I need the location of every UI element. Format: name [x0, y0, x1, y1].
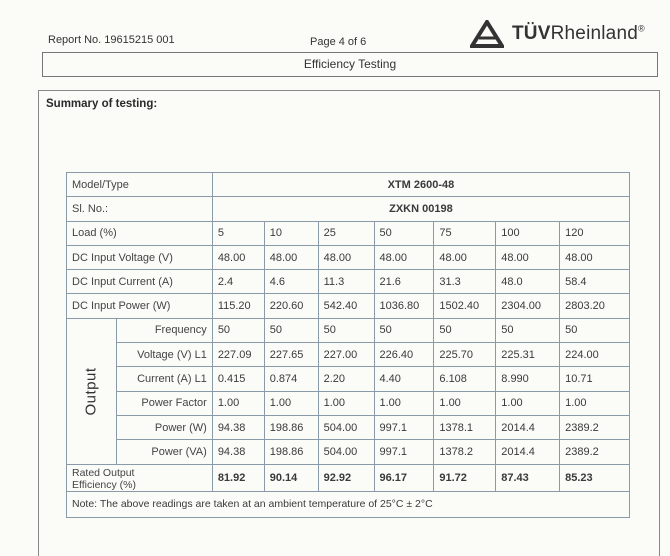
- efficiency-row: [67, 464, 630, 491]
- report-number: Report No. 19615215 001: [48, 34, 175, 46]
- model-value: XTM 2600-48: [212, 173, 629, 197]
- table-cell: 50: [212, 318, 264, 342]
- efficiency-cell: 90.14: [264, 464, 318, 491]
- table-cell: 1502.40: [434, 294, 496, 318]
- table-cell: 1.00: [318, 391, 374, 415]
- table-cell: 2.4: [212, 270, 264, 294]
- table-cell: 4.6: [264, 270, 318, 294]
- table-cell: 2304.00: [496, 294, 560, 318]
- table-cell: 224.00: [560, 343, 630, 367]
- section-title: Efficiency Testing: [42, 52, 658, 77]
- table-cell: 31.3: [434, 270, 496, 294]
- table-cell: 50: [434, 318, 496, 342]
- power-factor-row-label: Power Factor: [116, 391, 212, 415]
- table-cell: 50: [374, 318, 434, 342]
- efficiency-table: [66, 172, 630, 518]
- power-factor-row: [67, 391, 630, 415]
- table-cell: 48.00: [560, 245, 630, 269]
- table-cell: 225.70: [434, 343, 496, 367]
- table-cell: 48.0: [496, 270, 560, 294]
- serial-row: [67, 197, 630, 221]
- table-cell: 50: [496, 318, 560, 342]
- table-cell: 198.86: [264, 415, 318, 439]
- current-row: [67, 367, 630, 391]
- table-cell: 48.00: [264, 245, 318, 269]
- table-cell: 94.38: [212, 440, 264, 464]
- table-cell: 1.00: [496, 391, 560, 415]
- note-row: [67, 491, 630, 517]
- logo-wordmark: [512, 23, 645, 45]
- table-cell: 1378.1: [434, 415, 496, 439]
- table-cell: 0.415: [212, 367, 264, 391]
- dc-current-row-label: DC Input Current (A): [67, 270, 213, 294]
- table-cell: 542.40: [318, 294, 374, 318]
- dc-power-row-label: DC Input Power (W): [67, 294, 213, 318]
- table-cell: 226.40: [374, 343, 434, 367]
- table-cell: 50: [264, 318, 318, 342]
- efficiency-cell: 87.43: [496, 464, 560, 491]
- table-cell: 48.00: [318, 245, 374, 269]
- table-cell: 1036.80: [374, 294, 434, 318]
- logo-wordmark-rest: Rheinland: [550, 23, 638, 44]
- voltage-row-label: Voltage (V) L1: [116, 343, 212, 367]
- efficiency-label-line1: Rated Output: [72, 466, 135, 479]
- load-row: [67, 221, 630, 245]
- table-cell: 0.874: [264, 367, 318, 391]
- table-cell: 48.00: [434, 245, 496, 269]
- table-cell: 227.00: [318, 343, 374, 367]
- table-cell: 100: [496, 221, 560, 245]
- table-cell: 48.00: [212, 245, 264, 269]
- table-cell: 50: [318, 318, 374, 342]
- table-cell: 2803.20: [560, 294, 630, 318]
- table-note: Note: The above readings are taken at an ambient temperature of 25°C ± 2°C: [67, 491, 630, 517]
- dc-current-row: [67, 270, 630, 294]
- table-cell: 1378.2: [434, 440, 496, 464]
- table-cell: 1.00: [434, 391, 496, 415]
- logo-wordmark-bold: TÜV: [512, 23, 551, 44]
- load-row-label: Load (%): [67, 221, 213, 245]
- table-cell: 50: [374, 221, 434, 245]
- table-cell: 225.31: [496, 343, 560, 367]
- dc-power-row: [67, 294, 630, 318]
- frequency-row: [67, 318, 630, 342]
- table-cell: 198.86: [264, 440, 318, 464]
- serial-value: ZXKN 00198: [212, 197, 629, 221]
- table-cell: 10.71: [560, 367, 630, 391]
- table-cell: 227.65: [264, 343, 318, 367]
- table-cell: 6.108: [434, 367, 496, 391]
- table-cell: 227.09: [212, 343, 264, 367]
- serial-label: Sl. No.:: [67, 197, 213, 221]
- efficiency-cell: 85.23: [560, 464, 630, 491]
- table-cell: 8.990: [496, 367, 560, 391]
- table-cell: 220.60: [264, 294, 318, 318]
- dc-voltage-row-label: DC Input Voltage (V): [67, 245, 213, 269]
- table-cell: 25: [318, 221, 374, 245]
- table-cell: 5: [212, 221, 264, 245]
- power-va-row-label: Power (VA): [116, 440, 212, 464]
- table-cell: 48.00: [496, 245, 560, 269]
- table-cell: 504.00: [318, 415, 374, 439]
- table-cell: 1.00: [212, 391, 264, 415]
- page-number: Page 4 of 6: [310, 36, 367, 48]
- model-row: [67, 173, 630, 197]
- voltage-row: [67, 343, 630, 367]
- dc-voltage-row: [67, 245, 630, 269]
- efficiency-label: [67, 464, 213, 491]
- table-cell: 1.00: [560, 391, 630, 415]
- power-w-row-label: Power (W): [116, 415, 212, 439]
- table-cell: 50: [560, 318, 630, 342]
- table-cell: 2014.4: [496, 440, 560, 464]
- efficiency-cell: 92.92: [318, 464, 374, 491]
- power-w-row: [67, 415, 630, 439]
- table-cell: 504.00: [318, 440, 374, 464]
- table-cell: 997.1: [374, 440, 434, 464]
- model-label: Model/Type: [67, 173, 213, 197]
- efficiency-cell: 96.17: [374, 464, 434, 491]
- efficiency-cell: 81.92: [212, 464, 264, 491]
- table-cell: 4.40: [374, 367, 434, 391]
- table-cell: 11.3: [318, 270, 374, 294]
- efficiency-cell: 91.72: [434, 464, 496, 491]
- tuv-triangle-icon: [470, 20, 504, 48]
- efficiency-label-line2: Efficiency (%): [72, 478, 136, 491]
- output-label: Output: [82, 367, 100, 416]
- table-cell: 75: [434, 221, 496, 245]
- table-cell: 120: [560, 221, 630, 245]
- registered-mark: ®: [637, 23, 645, 34]
- tuv-logo: [470, 20, 645, 48]
- table-cell: 48.00: [374, 245, 434, 269]
- power-va-row: [67, 440, 630, 464]
- output-group-label: [67, 318, 117, 464]
- table-cell: 115.20: [212, 294, 264, 318]
- table-cell: 94.38: [212, 415, 264, 439]
- table-cell: 2389.2: [560, 415, 630, 439]
- frequency-row-label: Frequency: [116, 318, 212, 342]
- table-cell: 10: [264, 221, 318, 245]
- table-cell: 997.1: [374, 415, 434, 439]
- table-cell: 2014.4: [496, 415, 560, 439]
- table-cell: 2.20: [318, 367, 374, 391]
- summary-heading: Summary of testing:: [46, 98, 158, 110]
- table-cell: 2389.2: [560, 440, 630, 464]
- table-cell: 1.00: [264, 391, 318, 415]
- table-cell: 58.4: [560, 270, 630, 294]
- current-row-label: Current (A) L1: [116, 367, 212, 391]
- table-cell: 21.6: [374, 270, 434, 294]
- table-cell: 1.00: [374, 391, 434, 415]
